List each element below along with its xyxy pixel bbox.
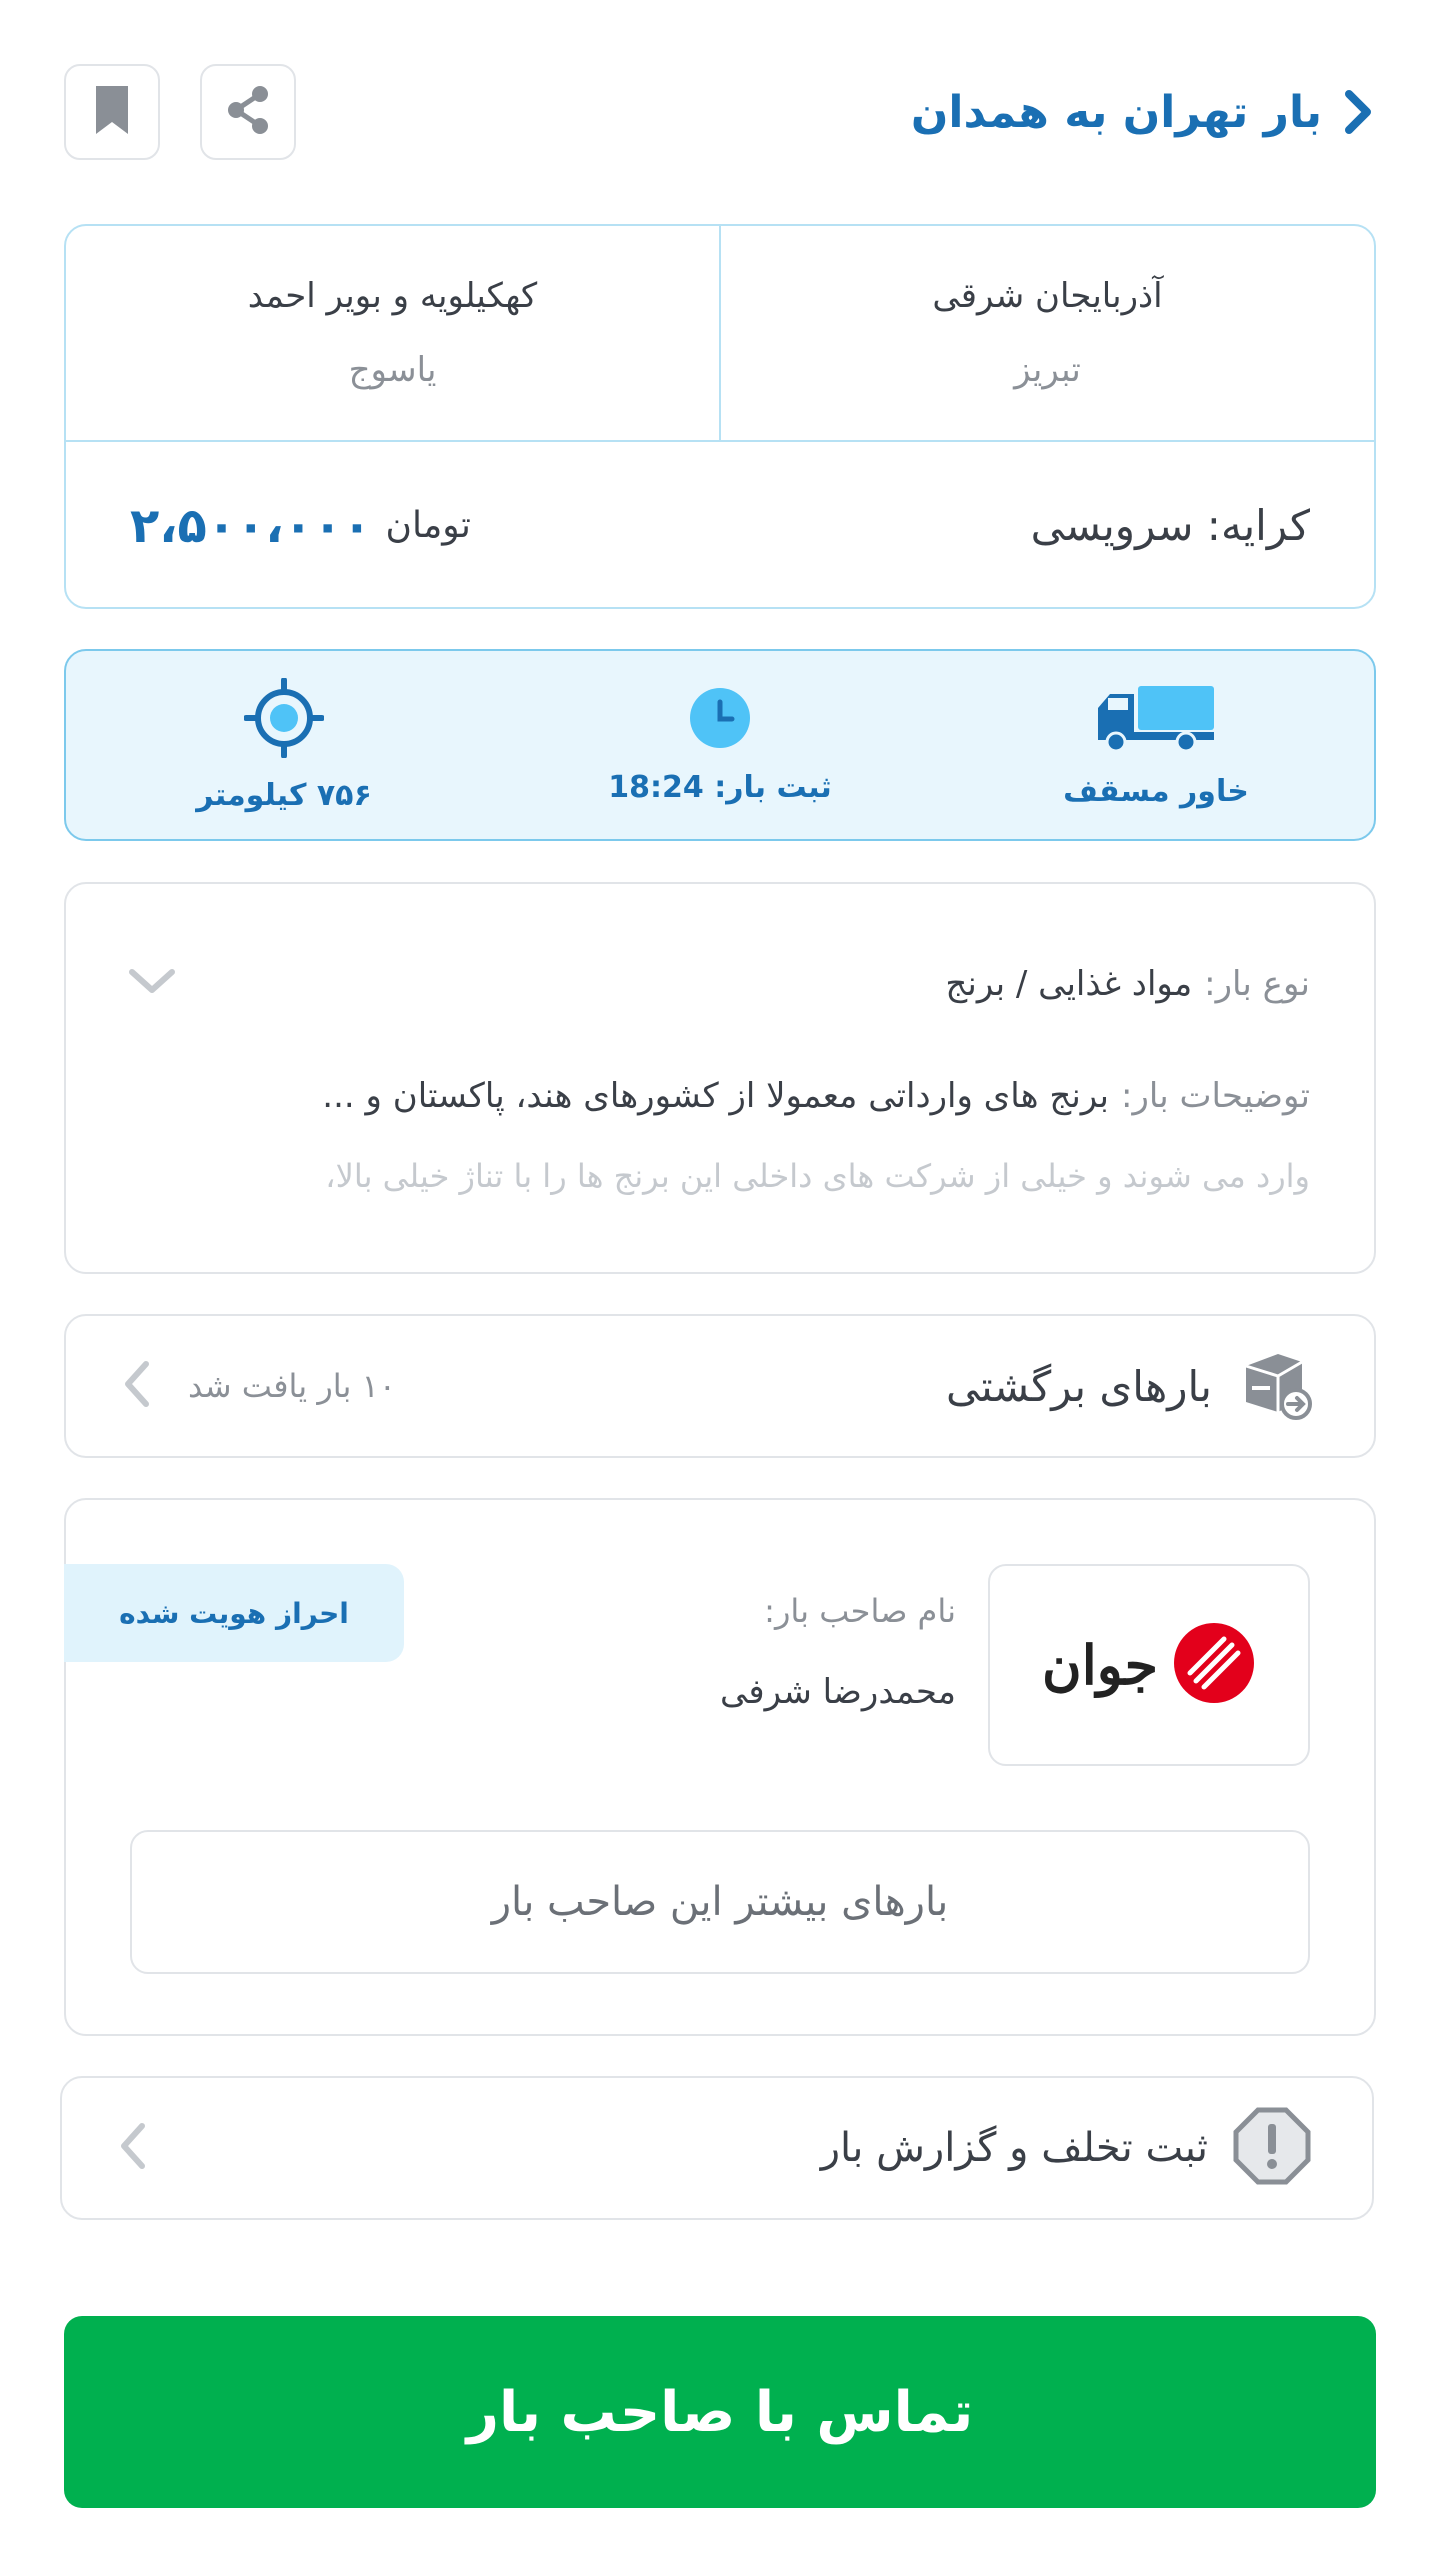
vehicle-info bbox=[938, 651, 1374, 839]
registration-time: ثبت بار: 18:24 bbox=[608, 769, 832, 805]
price bbox=[130, 498, 471, 554]
logo-mark bbox=[1172, 1621, 1256, 1709]
fare-row bbox=[66, 444, 1374, 607]
destination-province: کهکیلویه و بویر احمد bbox=[247, 276, 538, 316]
return-loads-count: ۱۰ بار یافت شد bbox=[188, 1367, 396, 1405]
chevron-left-icon bbox=[122, 1358, 152, 1414]
report-title: ثبت تخلف و گزارش بار bbox=[820, 2125, 1208, 2171]
clock-icon bbox=[688, 686, 752, 754]
truck-icon bbox=[1094, 682, 1218, 758]
owner-card bbox=[64, 1498, 1376, 2036]
chevron-right-icon[interactable] bbox=[1340, 86, 1376, 138]
origin-city: تبریز bbox=[1014, 350, 1081, 390]
bookmark-button[interactable] bbox=[64, 64, 160, 160]
origin-province: آذربایجان شرقی bbox=[932, 276, 1163, 316]
return-loads-title: بارهای برگشتی bbox=[946, 1361, 1212, 1411]
fare-label: کرایه: سرویسی bbox=[1030, 501, 1310, 550]
cargo-type-label: نوع بار: bbox=[1204, 964, 1310, 1004]
price-value: ۲،۵۰۰،۰۰۰ bbox=[130, 497, 372, 554]
distance-value: ۷۵۶ کیلومتر bbox=[196, 777, 372, 813]
cargo-description-row bbox=[130, 1060, 1310, 1132]
route-locations bbox=[66, 226, 1374, 442]
route-card bbox=[64, 224, 1376, 609]
chevron-left-icon bbox=[118, 2120, 148, 2176]
owner-label: نام صاحب بار: bbox=[764, 1592, 956, 1630]
cargo-type-row bbox=[130, 948, 1310, 1020]
more-loads-button[interactable]: بارهای بیشتر این صاحب بار bbox=[130, 1830, 1310, 1974]
owner-name: محمدرضا شرفی bbox=[720, 1672, 956, 1712]
share-button[interactable] bbox=[200, 64, 296, 160]
target-icon bbox=[244, 678, 324, 762]
bookmark-icon bbox=[92, 84, 132, 140]
report-title-group bbox=[821, 2106, 1312, 2190]
cargo-type-value: مواد غذایی / برنج bbox=[945, 964, 1193, 1004]
origin bbox=[721, 226, 1374, 440]
return-loads-row[interactable] bbox=[64, 1314, 1376, 1458]
cargo-description-value: برنج های وارداتی معمولا از کشورهای هند، پاکستان و ... bbox=[322, 1076, 1110, 1116]
share-icon bbox=[220, 82, 276, 142]
info-strip bbox=[64, 649, 1376, 841]
company-logo bbox=[988, 1564, 1310, 1766]
chevron-down-icon[interactable] bbox=[126, 966, 178, 1000]
distance-info bbox=[66, 651, 502, 839]
vehicle-type: خاور مسقف bbox=[1063, 773, 1249, 809]
cargo-description-more: وارد می شوند و خیلی از شرکت های داخلی این برنج ها را با تناژ خیلی بالا، bbox=[325, 1157, 1310, 1195]
destination-city: یاسوج bbox=[348, 350, 437, 390]
page-title: بار تهران به همدان bbox=[910, 86, 1322, 138]
contact-owner-button[interactable]: تماس با صاحب بار bbox=[64, 2316, 1376, 2508]
warning-octagon-icon bbox=[1232, 2106, 1312, 2190]
box-arrow-icon bbox=[1238, 1346, 1314, 1426]
page-header[interactable] bbox=[911, 70, 1376, 154]
cargo-details[interactable] bbox=[64, 882, 1376, 1274]
destination bbox=[66, 226, 721, 440]
cargo-description-label: توضیحات بار: bbox=[1121, 1076, 1310, 1116]
return-loads-title-group bbox=[946, 1346, 1314, 1426]
logo-wordmark: جوان bbox=[1042, 1633, 1158, 1697]
return-loads-count-group bbox=[122, 1358, 396, 1414]
report-row[interactable] bbox=[60, 2076, 1374, 2220]
registration-info bbox=[502, 651, 938, 839]
verified-badge: احراز هویت شده bbox=[64, 1564, 404, 1662]
currency-label: تومان bbox=[385, 505, 471, 546]
